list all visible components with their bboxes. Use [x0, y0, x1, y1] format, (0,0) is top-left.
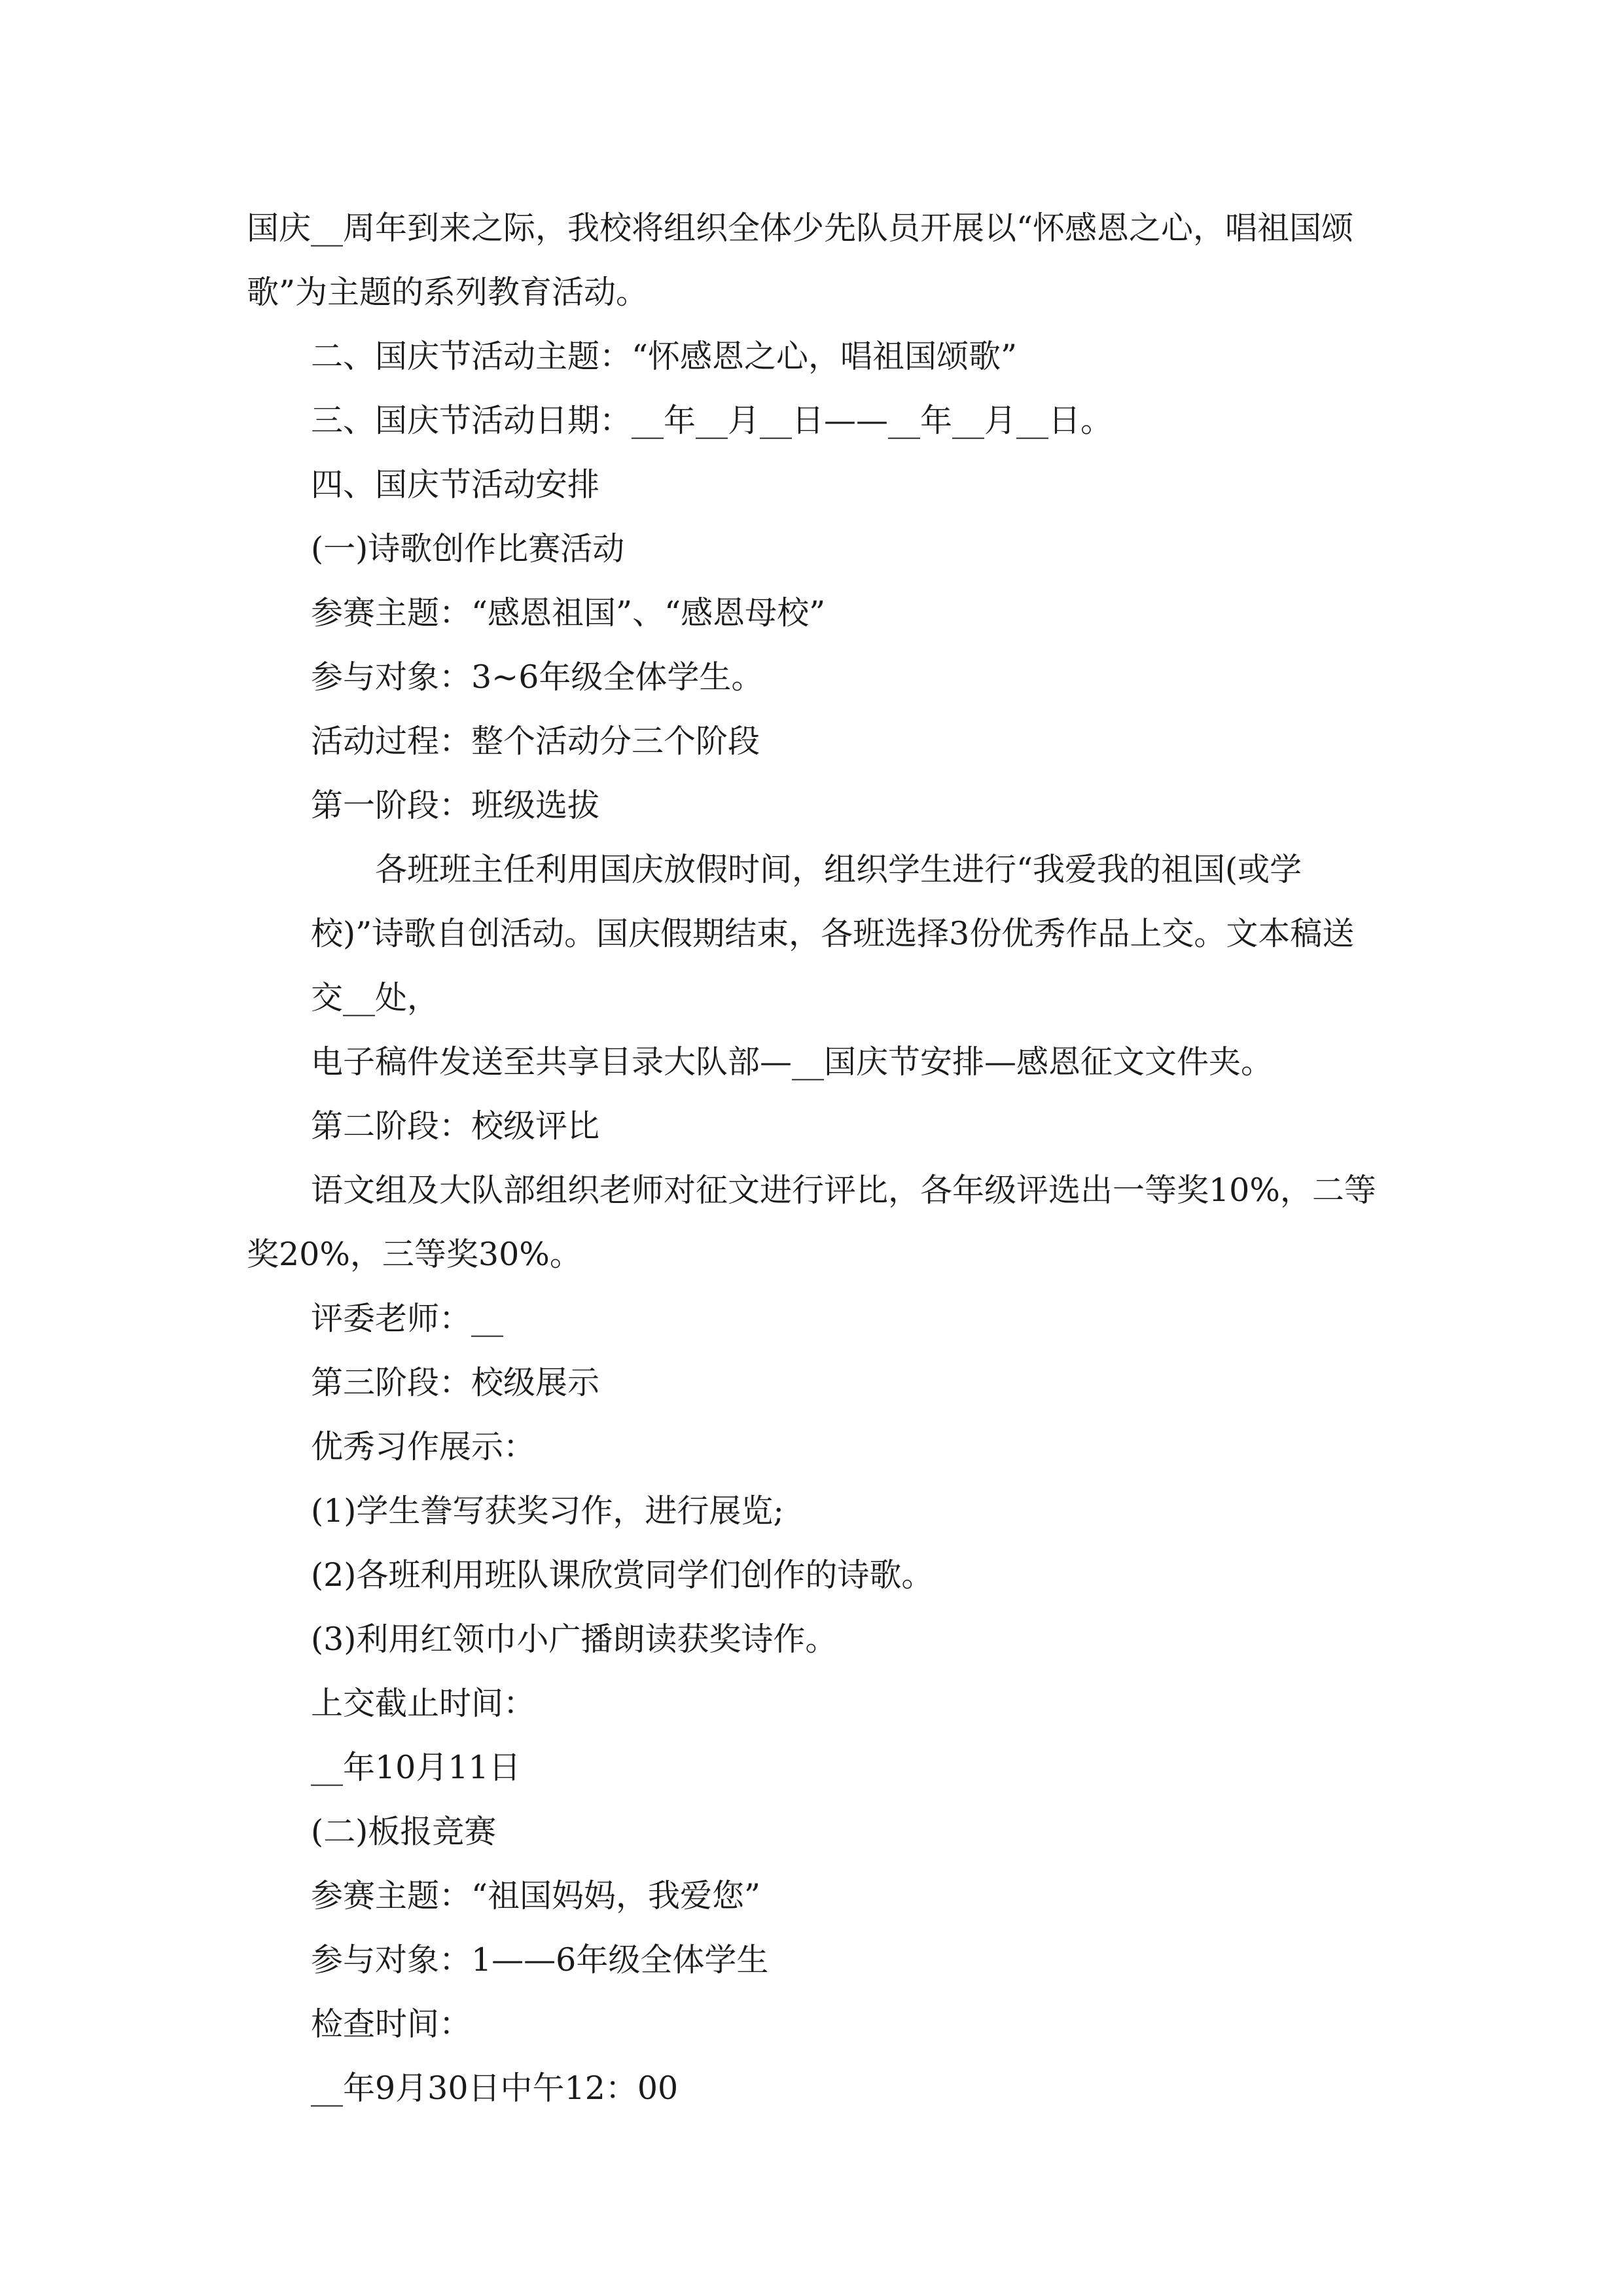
- paragraph-stage-three: 第三阶段：校级展示: [311, 1364, 600, 1401]
- paragraph-poetry-contest-heading: (一)诗歌创作比赛活动: [311, 530, 625, 567]
- paragraph-stage-two: 第二阶段：校级评比: [311, 1107, 600, 1145]
- paragraph-stage-two-detail: 语文组及大队部组织老师对征文进行评比，各年级评选出一等奖10%，二等奖20%，三等奖30%。: [247, 1172, 1376, 1273]
- paragraph-blackboard-heading: (二)板报竞赛: [311, 1813, 497, 1850]
- paragraph-showcase-item-1: (1)学生誊写获奖习作，进行展览;: [311, 1492, 784, 1530]
- paragraph-deadline-date: __年10月11日: [311, 1749, 521, 1786]
- paragraph-showcase-item-2: (2)各班利用班队课欣赏同学们创作的诗歌。: [311, 1556, 934, 1594]
- paragraph-poetry-theme: 参赛主题：“感恩祖国”、“感恩母校”: [311, 594, 826, 632]
- paragraph-inspection-time: __年9月30日中午12：00: [311, 2070, 679, 2107]
- paragraph-electronic-submission: 电子稿件发送至共享目录大队部—__国庆节安排—感恩征文文件夹。: [311, 1043, 1274, 1081]
- paragraph-stage-one-detail: 各班班主任利用国庆放假时间，组织学生进行“我爱我的祖国(或学校)”诗歌自创活动。国庆假期结束，各班选择3份优秀作品上交。文本稿送交__处，: [311, 851, 1355, 1016]
- paragraph-intro: 国庆__周年到来之际，我校将组织全体少先队员开展以“怀感恩之心，唱祖国颂歌”为主题的系列教育活动。: [247, 209, 1354, 311]
- paragraph-stage-one: 第一阶段：班级选拔: [311, 787, 600, 824]
- paragraph-showcase-item-3: (3)利用红领巾小广播朗读获奖诗作。: [311, 1621, 838, 1658]
- paragraph-poetry-participants: 参与对象：3~6年级全体学生。: [311, 658, 764, 696]
- paragraph-deadline-label: 上交截止时间：: [311, 1685, 536, 1722]
- paragraph-showcase: 优秀习作展示：: [311, 1428, 536, 1465]
- paragraph-blackboard-participants: 参与对象：1——6年级全体学生: [311, 1941, 769, 1979]
- paragraph-date: 三、国庆节活动日期：__年__月__日——__年__月__日。: [311, 402, 1113, 439]
- paragraph-arrangement-heading: 四、国庆节活动安排: [311, 466, 600, 503]
- paragraph-blackboard-theme: 参赛主题：“祖国妈妈，我爱您”: [311, 1877, 761, 1914]
- paragraph-process: 活动过程：整个活动分三个阶段: [311, 723, 760, 760]
- paragraph-judges: 评委老师：__: [311, 1300, 504, 1337]
- paragraph-inspection-label: 检查时间：: [311, 2005, 472, 2043]
- document-body: [247, 196, 1379, 2121]
- paragraph-theme: 二、国庆节活动主题：“怀感恩之心，唱祖国颂歌”: [311, 338, 1018, 375]
